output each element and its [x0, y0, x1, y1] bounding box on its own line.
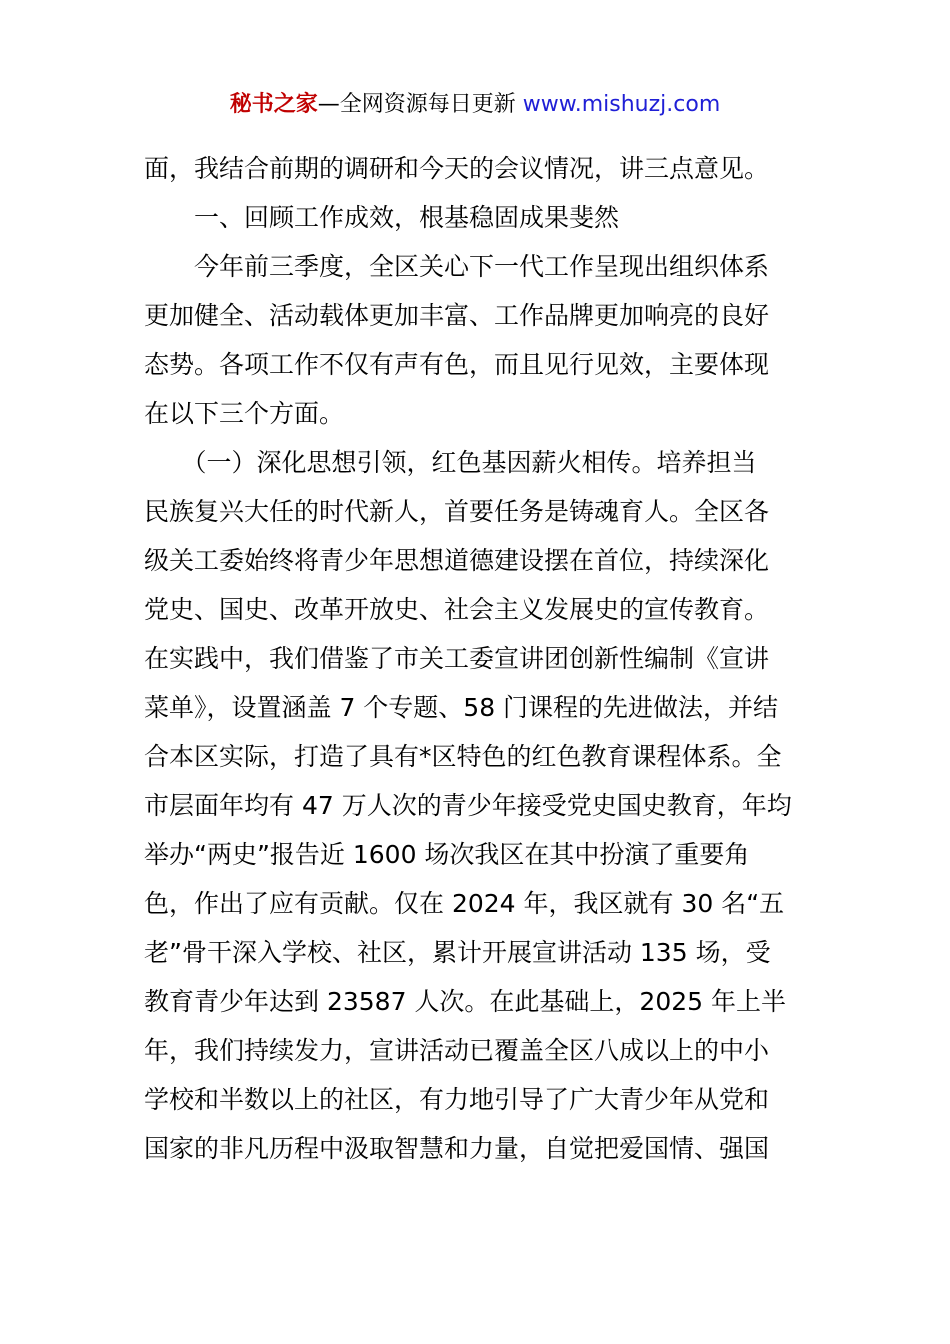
text-line: 在以下三个方面。 [144, 399, 345, 428]
subsection-heading-line: （一）深化思想引领，红色基因薪火相传。培养担当 [144, 448, 757, 477]
text-line: 老”骨干深入学校、社区，累计开展宣讲活动 135 场，受 [144, 938, 771, 967]
text-line: 色，作出了应有贡献。仅在 2024 年，我区就有 30 名“五 [144, 889, 785, 918]
text-line: 学校和半数以上的社区，有力地引导了广大青少年从党和 [144, 1085, 770, 1114]
text-line: 教育青少年达到 23587 人次。在此基础上，2025 年上半 [144, 987, 786, 1016]
text-line: 合本区实际，打造了具有*区特色的红色教育课程体系。全 [144, 742, 782, 771]
section-heading: 一、回顾工作成效，根基稳固成果斐然 [144, 203, 620, 232]
text-line: 党史、国史、改革开放史、社会主义发展史的宣传教育。 [144, 595, 770, 624]
text-line: 民族复兴大任的时代新人，首要任务是铸魂育人。全区各 [144, 497, 770, 526]
text-line: 年，我们持续发力，宣讲活动已覆盖全区八成以上的中小 [144, 1036, 770, 1065]
text-line: 今年前三季度，全区关心下一代工作呈现出组织体系 [144, 252, 770, 281]
page-header [0, 88, 950, 122]
text-line: 态势。各项工作不仅有声有色，而且见行见效，主要体现 [144, 350, 770, 379]
text-line: 市层面年均有 47 万人次的青少年接受党史国史教育，年均 [144, 791, 792, 820]
header-tagline: —全网资源每日更新 [317, 92, 523, 117]
text-line: 面，我结合前期的调研和今天的会议情况，讲三点意见。 [144, 154, 770, 183]
text-line: 在实践中，我们借鉴了市关工委宣讲团创新性编制《宣讲 [144, 644, 770, 673]
text-line: 菜单》，设置涵盖 7 个专题、58 门课程的先进做法，并结 [144, 693, 779, 722]
text-line: 级关工委始终将青少年思想道德建设摆在首位，持续深化 [144, 546, 770, 575]
website-url: www.mishuzj.com [522, 92, 721, 117]
brand-name: 秘书之家 [229, 92, 318, 117]
text-line: 更加健全、活动载体更加丰富、工作品牌更加响亮的良好 [144, 301, 770, 330]
text-line: 举办“两史”报告近 1600 场次我区在其中扮演了重要角 [144, 840, 750, 869]
text-line: 国家的非凡历程中汲取智慧和力量，自觉把爱国情、强国 [144, 1134, 770, 1163]
document-body [144, 144, 810, 1173]
